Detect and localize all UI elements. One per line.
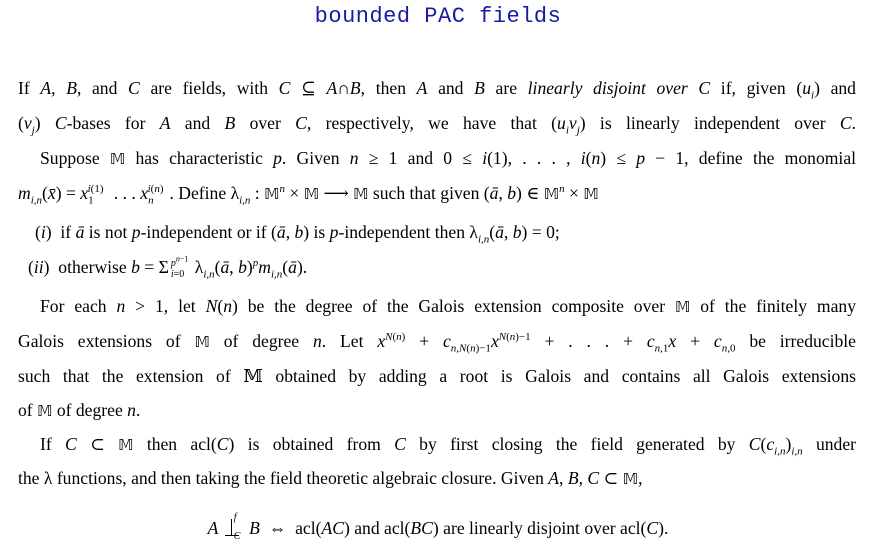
- paragraph-3-line-4: of 𝕄 of degree n.: [18, 400, 141, 420]
- display-formula: A f C B ⇔ acl(AC) and acl(BC) are linearly disjoint over acl(C).: [207, 512, 669, 542]
- paragraph-1-line-2: $(v_j)$ C-bases for A and B over C, respectively, we have that $(u_iv_j)$ is linearly independent over C.: [18, 113, 857, 137]
- forking-independence-symbol: f C: [225, 519, 243, 537]
- paragraph-1-line-1: If A, B, and C are fields, with C ⊆ A∩B, then A and B are linearly disjoint over C if, given $(u_i)$ and: [18, 78, 856, 102]
- paragraph-4-line-1: If C ⊂ 𝕄 then acl(C) is obtained from C by first closing the field generated by $C(c_{i,n})_{i,n}$ under: [40, 434, 857, 458]
- paragraph-2-item-1: (i) if ā is not p-independent or if (ā, b) is p-independent then $\lambda_{i,n}(ā$, b) = 0;: [35, 222, 560, 246]
- paragraph-3-line-3: such that the extension of 𝕄 obtained by adding a root is Galois and contains all Galois extensions: [18, 366, 856, 386]
- page-title: bounded PAC fields: [314, 4, 562, 29]
- paragraph-3-line-1: For each n > 1, let N(n) be the degree of the Galois extension composite over 𝕄 of the finitely many: [40, 296, 856, 316]
- paragraph-2-line-1: Suppose 𝕄 has characteristic p. Given n ≥ 1 and 0 ≤ i(1), . . . , i(n) ≤ p − 1, define the monomial: [40, 148, 857, 168]
- paragraph-3-line-2: Galois extensions of 𝕄 of degree n. Let $x^{N(n)} + c_{n,N(n)-1}x^{N(n)-1}$ + . . . + $c_{n,1}x + c_{n,0}$ be irreducible: [18, 331, 856, 355]
- paragraph-4-line-2: the λ functions, and then taking the field theoretic algebraic closure. Given A, B, C ⊂ 𝕄,: [18, 468, 643, 488]
- paragraph-2-item-2: (ii) otherwise b = Σ $p^{n-1}$ i=0 $\lambda_{i,n}(ā$, $b)^pm_{i,n}(ā)$.: [28, 254, 308, 281]
- paragraph-2-line-2: $m_{i,n}(x̄) = x_1^{i(1)}$ . . . $x_n^{i(n)}$ . Define $\lambda_{i,n}$ : 𝕄$^n$ × 𝕄 ⟶ 𝕄 such that given (ā, b) ∈ 𝕄$^n$ × 𝕄: [18, 183, 599, 207]
